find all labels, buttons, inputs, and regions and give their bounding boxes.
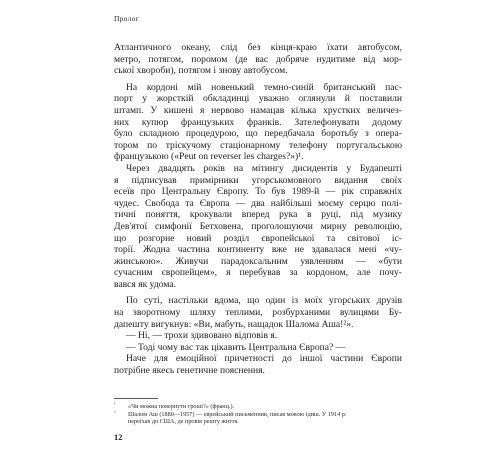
text-line: На кордоні мій новенький темно-синій британський пас- <box>126 81 402 93</box>
text-line: тичні поняття, крокували вперед рука в руці, під музику <box>114 209 402 221</box>
text-line: порт у жорсткій обкладинці уважно оглянули й поставили <box>114 93 402 105</box>
text-line: Через двадцять років на мітингу дисидентів у Будапешті <box>126 162 402 174</box>
text-line: потрібне якесь генетичне пояснення. <box>114 365 265 377</box>
text-line: Дев'ятої симфонії Бетховена, проголошуючи мирну революцію, <box>114 220 402 232</box>
text-line: штамп. У кишені я нервово намацав кілька хрустких величез- <box>114 104 402 116</box>
text-line: чудес. Свобода та Європа — два найбільші моєму серцю полі- <box>114 197 402 209</box>
footnote <box>114 403 406 411</box>
footnote-continuation: переїхав до США, де провів решту життя. <box>128 418 239 426</box>
text-line: них купюр французьких франків. Зателефонувати додому <box>114 116 402 128</box>
text-line: на зворотному шляху теплими, розбурханими вулицями Бу- <box>114 307 402 319</box>
text-line: — Тоді чому вас так цікавить Центральна Європа? — <box>126 341 346 353</box>
text-line: — Ні, — трохи здивовано відповів я. <box>126 330 278 342</box>
text-line: есеїв про Центральну Європу. То був 1989-й — рік справжніх <box>114 186 402 198</box>
text-line: торії. Жодна частина континенту вже не здавалася мені «чу- <box>114 244 402 256</box>
page-number: 12 <box>114 433 123 442</box>
text-line: французькою («Peut on reverser les charges?»)¹. <box>114 151 304 163</box>
text-line: Атлантичного океану, слід без кінця-краю їхати автобусом, <box>114 42 402 53</box>
footnote-number: ² <box>114 410 116 416</box>
footnote-rule <box>114 398 158 399</box>
footnote <box>114 411 406 419</box>
text-line: вався як удома. <box>114 278 177 290</box>
text-line: жинською». Живучи парадоксальним уявленням — «бути <box>114 255 402 267</box>
text-line: що розгорне новий розділ європейської та світової іс- <box>114 232 402 244</box>
footnote-number: ¹ <box>114 403 116 408</box>
text-line: ської хвороби), потягом і знову автобусом. <box>114 65 288 77</box>
footnote-text: «Чи можна повернути гроші?» (франц.). <box>128 403 235 410</box>
running-head: Пролог <box>114 14 139 23</box>
text-line: я підписував примірники угорськомовного видання своїх <box>114 174 402 186</box>
footnote-text: Шалом Аш (1880—1957) — єврейський письменник, писав мовою ідиш. У 1914 р. <box>128 410 347 418</box>
footnotes <box>114 403 406 426</box>
text-line: сучасним європейцем», я перебував за кордоном, але почу- <box>114 267 402 279</box>
text-line: Наче для емоційної причетності до іншої частини Європи <box>126 353 402 365</box>
text-line: було складною процедурою, що передбачала боротьбу з опера- <box>114 128 402 140</box>
text-line: тором по тріскучому стаціонарному телефону португальською <box>114 139 402 151</box>
text-line: По суті, настільки вдома, що один із моїх угорських друзів <box>126 295 402 307</box>
text-line: дапешту вигукнув: «Ви, мабуть, нащадок Шалома Аша!²». <box>114 318 354 330</box>
body-text <box>114 42 402 377</box>
text-line: метро, потягом, поромом (де вас добряче нудитиме від мор- <box>114 53 402 65</box>
